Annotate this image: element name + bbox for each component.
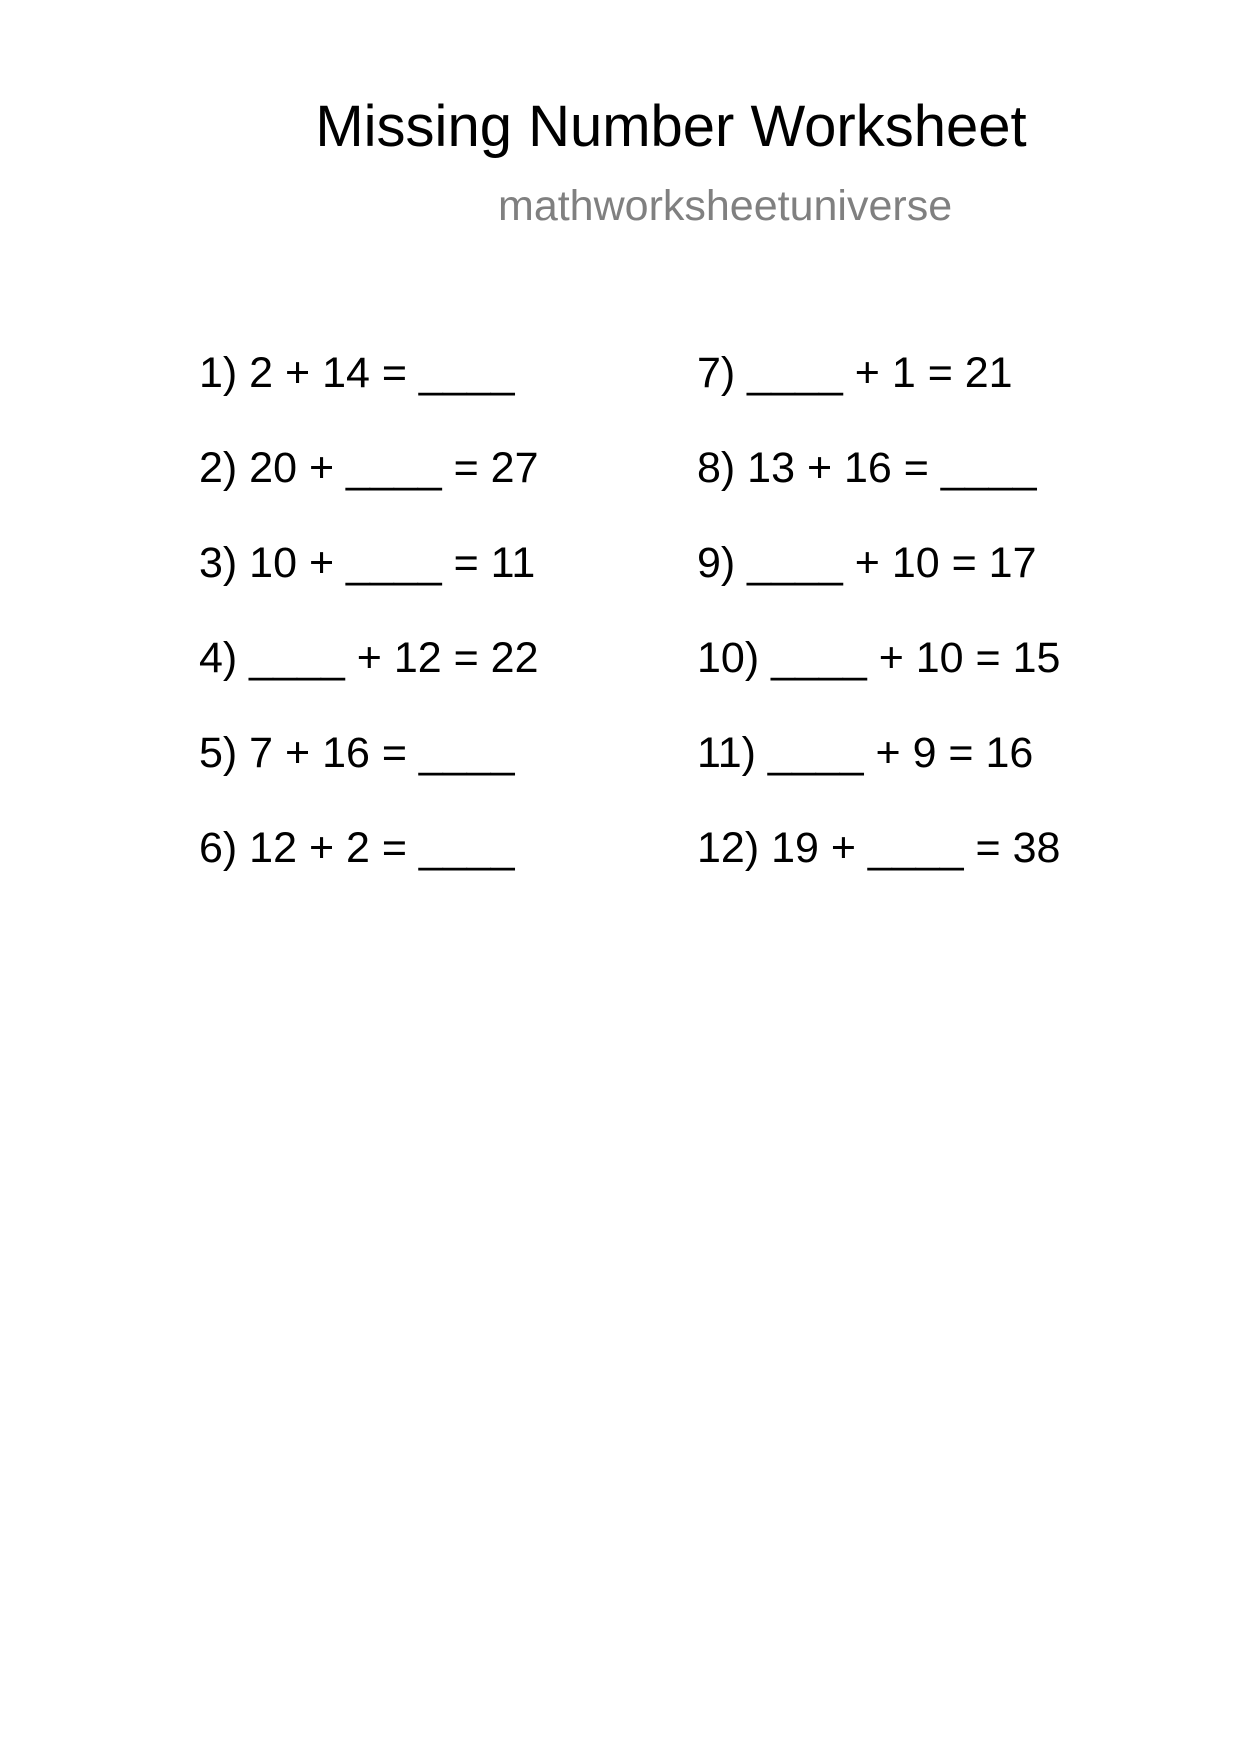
- problem-1: 1) 2 + 14 = ____: [199, 349, 515, 397]
- problem-6: 6) 12 + 2 = ____: [199, 824, 515, 872]
- problem-11: 11) ____ + 9 = 16: [697, 729, 1034, 777]
- worksheet-title: Missing Number Worksheet: [315, 94, 1027, 159]
- problem-5: 5) 7 + 16 = ____: [199, 729, 515, 777]
- problem-8: 8) 13 + 16 = ____: [697, 444, 1037, 492]
- problem-4: 4) ____ + 12 = 22: [199, 634, 539, 682]
- problem-column-right: [697, 349, 1061, 922]
- problem-12: 12) 19 + ____ = 38: [697, 824, 1061, 872]
- source-watermark: mathworksheetuniverse: [498, 182, 953, 230]
- problem-2: 2) 20 + ____ = 27: [199, 444, 539, 492]
- problem-3: 3) 10 + ____ = 11: [199, 539, 536, 587]
- problem-10: 10) ____ + 10 = 15: [697, 634, 1061, 682]
- problem-7: 7) ____ + 1 = 21: [697, 349, 1013, 397]
- problem-column-left: [199, 349, 539, 922]
- problem-9: 9) ____ + 10 = 17: [697, 539, 1037, 587]
